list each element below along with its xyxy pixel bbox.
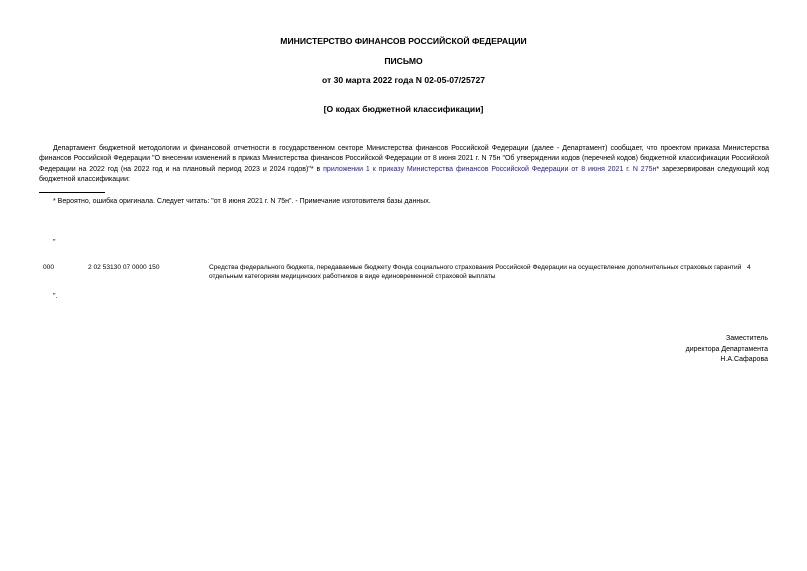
body-text-part2: в: [313, 165, 324, 173]
description-cell: Средства федерального бюджета, передаваемые бюджету Фонда социального страхования Российской Федерации на осуществление дополнительных страховых гарантий отдельным категориям медицинских работников в виде единовременной страховой выплаты: [209, 264, 742, 280]
footnote-text: * Вероятно, ошибка оригинала. Следует читать: "от 8 июня 2021 г. N 75н". - Примечание изготовителя базы данных.: [53, 198, 431, 205]
document-date-number: от 30 марта 2022 года N 02-05-07/25727: [321, 75, 486, 85]
column4-cell: 4: [747, 264, 751, 271]
order-link[interactable]: приложении 1 к приказу Министерства финансов Российской Федерации от 8 июня 2021 г. N 275н: [323, 165, 657, 173]
signature-department: директора Департамента: [685, 345, 768, 353]
document-subject: [О кодах бюджетной классификации]: [323, 104, 484, 114]
signature-name: Н.А.Сафарова: [720, 356, 768, 363]
body-text-part1: Департамент бюджетной методологии и финансовой отчетности в государственном секторе Министерства финансов Российской Федерации (далее - Департамент) сообщает, что проектом приказа Министерства финансов Российской Федерации "О внесении изменений в приказ Министерства финансов Российской Федерации от 8 июня 2021 г. N 75н "Об утверждении кодов (перечней кодов) бюджетной классификации Российской Федерации на 2022 год (на 2022 год и на плановый период 2023 и 2024 годов)": [39, 145, 769, 173]
signature-position: Заместитель: [726, 335, 768, 342]
ministry-heading: МИНИСТЕРСТВО ФИНАНСОВ РОССИЙСКОЙ ФЕДЕРАЦИИ: [280, 36, 527, 46]
body-text-part3: * зарезервирован следующий код бюджетной классификации:: [39, 165, 770, 183]
quote-close-mark: ".: [53, 293, 58, 300]
document-type: ПИСЬМО: [384, 56, 423, 66]
admin-code-cell: 000: [43, 264, 55, 271]
signature-block: [686, 334, 768, 366]
footnote-mark: *: [310, 165, 314, 173]
footnote-divider: [39, 192, 105, 193]
body-paragraph: [39, 144, 769, 185]
kbk-code-cell: 2 02 53130 07 0000 150: [88, 264, 160, 271]
quote-open-mark: ": [53, 239, 56, 246]
